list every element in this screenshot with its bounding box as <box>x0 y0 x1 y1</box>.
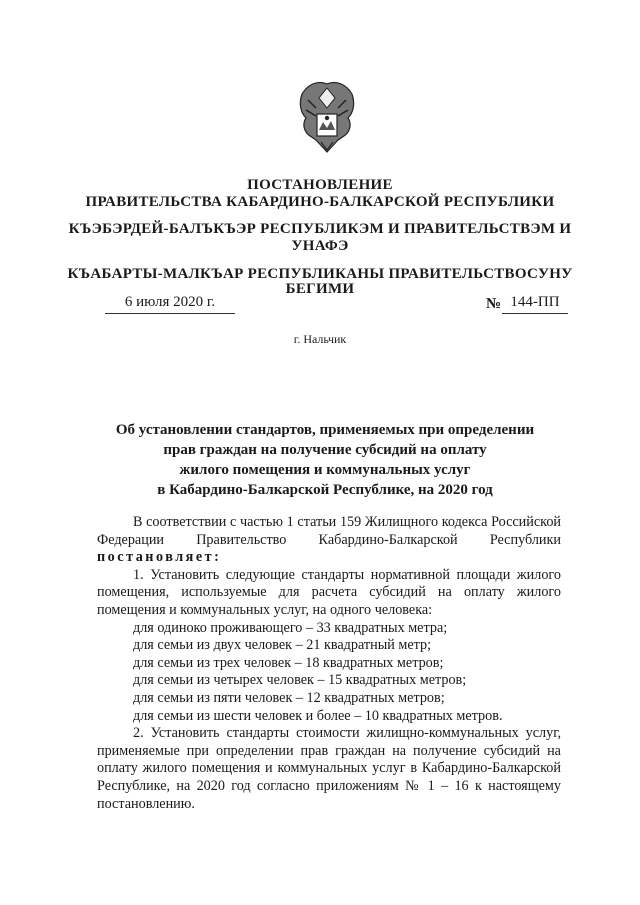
intro-text: В соответствии с частью 1 статьи 159 Жилищного кодекса Российской Федерации Правительство Кабардино-Балкарской Республики <box>97 514 561 548</box>
issuer-kbd-line-2: УНАФЭ <box>291 238 349 254</box>
city: г. Нальчик <box>293 332 347 346</box>
title-line: прав граждан на получение субсидий на оплату <box>163 442 487 458</box>
intro-paragraph <box>97 514 561 567</box>
list-item: для семьи из трех человек – 18 квадратных метров; <box>133 654 444 671</box>
paragraph-2: 2. Установить стандарты стоимости жилищно-коммунальных услуг, применяемые при определении прав граждан на получение субсидий на оплату жилого помещения и коммунальных услуг в Кабардино-Балкарской Республике, на 2020 год согласно приложениям № 1 – 16 к настоящему постановлению. <box>97 725 561 812</box>
document-date: 6 июля 2020 г. <box>105 294 235 314</box>
issuer-krc-line-2: БЕГИМИ <box>285 281 355 297</box>
title-line: жилого помещения и коммунальных услуг <box>179 462 471 478</box>
issuer-ru: ПРАВИТЕЛЬСТВА КАБАРДИНО-БАЛКАРСКОЙ РЕСПУБЛИКИ <box>85 194 555 210</box>
issuer-krc-line-1: КЪАБАРТЫ-МАЛКЪАР РЕСПУБЛИКАНЫ ПРАВИТЕЛЬСТВОСУНУ <box>67 266 573 282</box>
issuer-kbd-line-1: КЪЭБЭРДЕЙ-БАЛЪКЪЭР РЕСПУБЛИКЭМ И ПРАВИТЕЛЬСТВЭМ И <box>68 221 572 237</box>
list-item: для семьи из пяти человек – 12 квадратных метров; <box>133 689 445 706</box>
list-item: для одиноко проживающего – 33 квадратных метра; <box>133 619 448 636</box>
title-line: в Кабардино-Балкарской Республике, на 2020 год <box>157 482 493 498</box>
document-title <box>90 420 560 500</box>
list-item: для семьи из шести человек и более – 10 квадратных метров. <box>133 707 503 724</box>
document-body <box>97 514 561 813</box>
paragraph-1: 1. Установить следующие стандарты нормативной площади жилого помещения, используемые для расчета субсидий на оплату жилого помещения и коммунальных услуг, на одного человека: <box>97 566 561 618</box>
coat-of-arms-icon <box>296 78 358 158</box>
title-line: Об установлении стандартов, применяемых при определении <box>115 422 535 438</box>
intro-keyword: постановляет: <box>97 549 222 566</box>
number-sign: № <box>486 296 502 312</box>
list-item: для семьи из двух человек – 21 квадратный метр; <box>133 637 432 654</box>
list-item: для семьи из четырех человек – 15 квадратных метров; <box>133 672 467 689</box>
document-number: 144-ПП <box>502 294 568 314</box>
document-type: ПОСТАНОВЛЕНИЕ <box>247 177 393 193</box>
